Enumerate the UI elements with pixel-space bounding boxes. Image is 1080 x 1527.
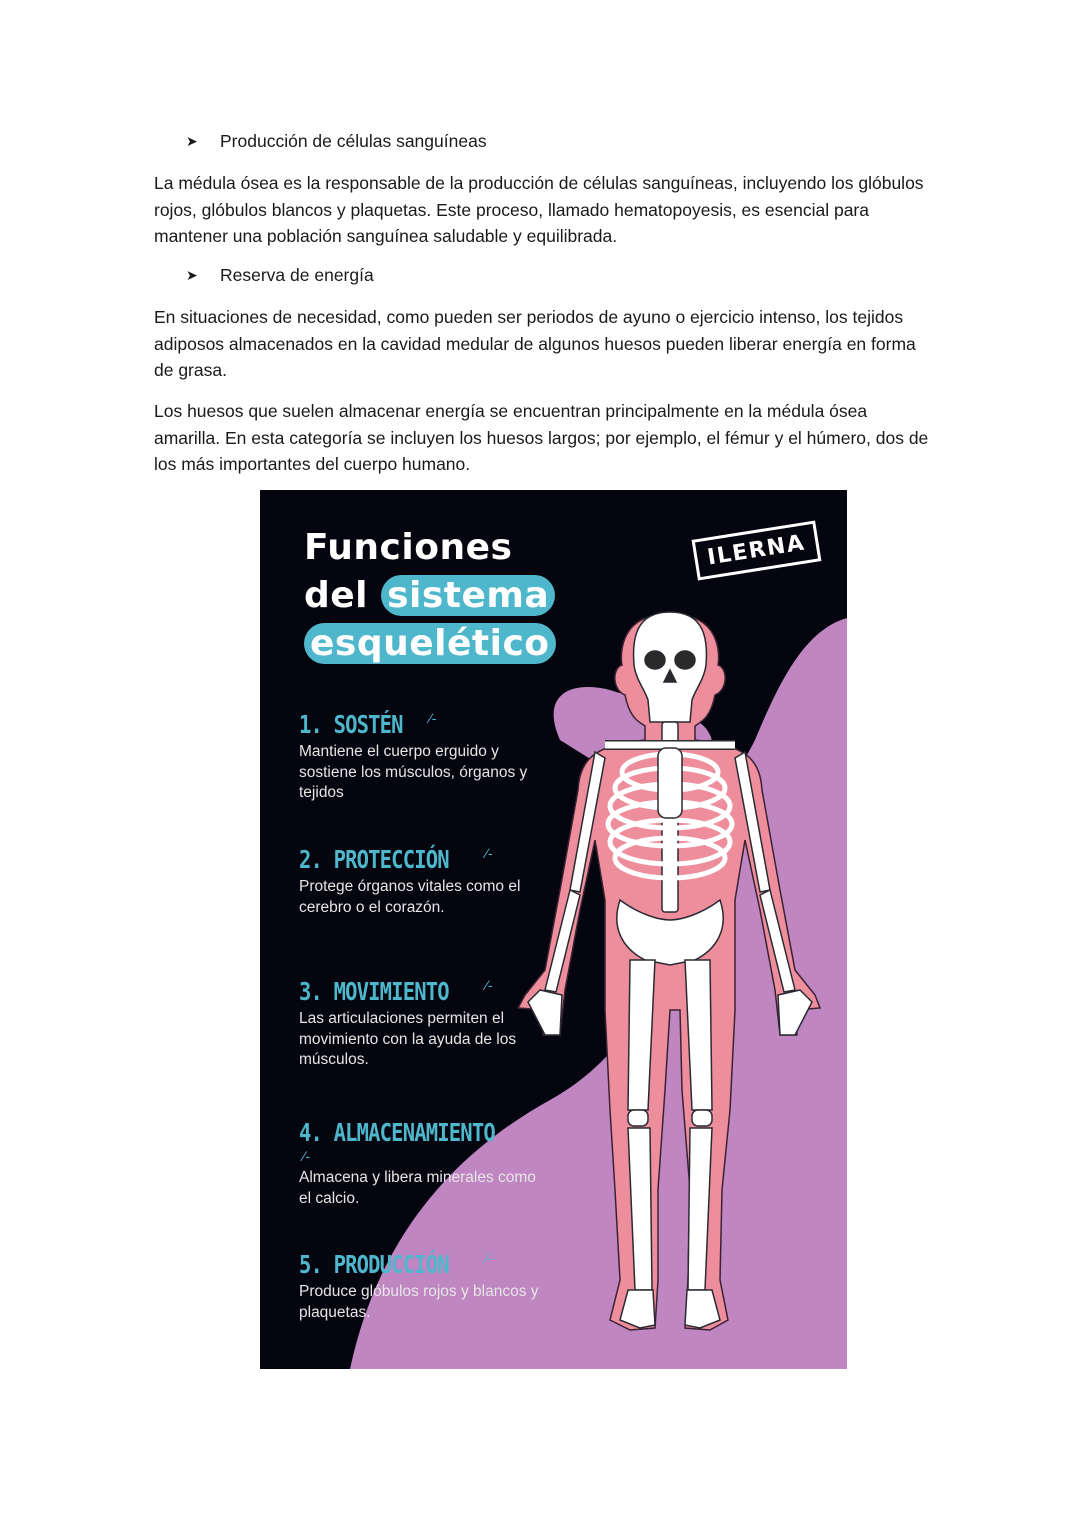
ilerna-logo: ILERNA	[692, 521, 822, 581]
function-heading: 1. SOSTÉN	[299, 710, 403, 739]
function-item-support	[299, 710, 539, 804]
function-description: Almacena y libera minerales como el calcio.	[299, 1169, 536, 1207]
function-item-protection	[299, 845, 539, 918]
title-line-2-plain: del	[304, 575, 369, 616]
function-heading: 5. PRODUCCIÓN	[299, 1250, 449, 1279]
function-description: Mantiene el cuerpo erguido y sostiene los músculos, órganos y tejidos	[299, 743, 528, 801]
bullet-item-blood-cell-production	[186, 130, 487, 152]
function-item-storage	[299, 1118, 539, 1209]
arrowhead-bullet-icon: ➤	[186, 133, 198, 149]
bullet-label: Producción de células sanguíneas	[220, 131, 487, 151]
paragraph-hematopoiesis: La médula ósea es la responsable de la producción de células sanguíneas, incluyendo los glóbulos rojos, glóbulos blancos y plaquetas. Este proceso, llamado hematopoyesis, es esencial para mantener una población sanguínea saludable y equilibrada.	[154, 173, 924, 246]
sparkle-icon: ⁄-	[485, 845, 493, 861]
paragraph-fat-reserve: En situaciones de necesidad, como pueden ser periodos de ayuno o ejercicio intenso, los tejidos adiposos almacenados en la cavidad medular de algunos huesos pueden liberar energía en forma de grasa.	[154, 307, 916, 380]
function-description: Produce glóbulos rojos y blancos y plaquetas.	[299, 1283, 539, 1321]
paragraph-yellow-marrow: Los huesos que suelen almacenar energía se encuentran principalmente en la médula ósea amarilla. En esta categoría se incluyen los huesos largos; por ejemplo, el fémur y el húmero, dos de los más importantes del cuerpo humano.	[154, 401, 929, 474]
sparkle-icon: ⁄-	[485, 977, 493, 993]
function-item-production	[299, 1250, 539, 1323]
skeletal-system-infographic	[260, 490, 847, 1369]
bullet-item-energy-reserve	[186, 264, 374, 286]
infographic-title	[304, 524, 556, 668]
function-heading: 4. ALMACENAMIENTO	[299, 1118, 495, 1147]
title-line-2-highlight: sistema	[381, 575, 555, 616]
title-line-1: Funciones	[304, 527, 513, 568]
arrowhead-bullet-icon: ➤	[186, 267, 198, 283]
bullet-label: Reserva de energía	[220, 265, 374, 285]
function-heading: 2. PROTECCIÓN	[299, 845, 449, 874]
function-item-movement	[299, 977, 539, 1071]
sparkle-icon: ⁄-	[485, 1250, 493, 1266]
function-heading: 3. MOVIMIENTO	[299, 977, 449, 1006]
title-line-3-highlight: esquelético	[304, 623, 556, 664]
function-description: Las articulaciones permiten el movimiento con la ayuda de los músculos.	[299, 1010, 517, 1068]
sparkle-icon: ⁄-	[303, 1148, 310, 1164]
function-description: Protege órganos vitales como el cerebro o el corazón.	[299, 878, 521, 916]
sparkle-icon: ⁄-	[429, 710, 437, 726]
